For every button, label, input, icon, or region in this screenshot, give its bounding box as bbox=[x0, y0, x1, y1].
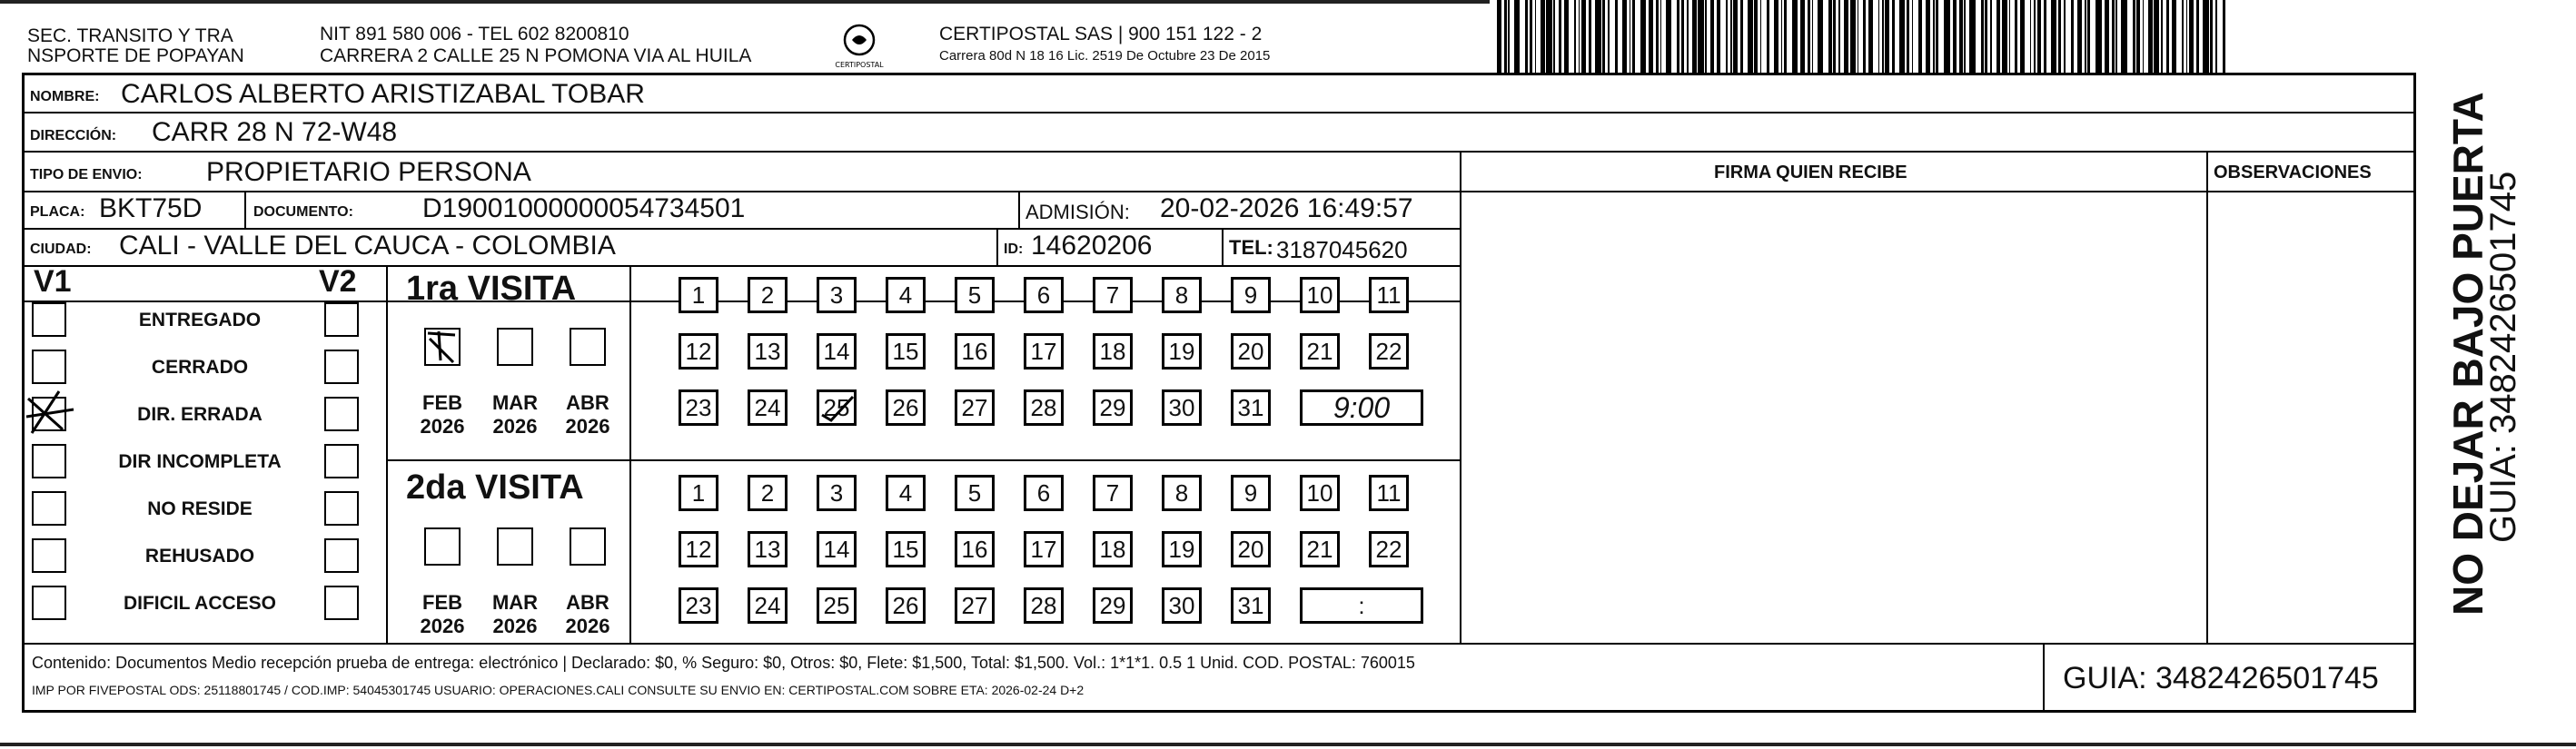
barcode-bar bbox=[1630, 0, 1631, 73]
barcode-bar bbox=[1885, 0, 1889, 73]
placa-value: BKT75D bbox=[99, 193, 203, 223]
second-visit-day-31[interactable]: 31 bbox=[1231, 587, 1271, 624]
first-visit-day-12[interactable]: 12 bbox=[679, 333, 718, 370]
nit-line: NIT 891 580 006 - TEL 602 8200810 bbox=[320, 24, 629, 44]
barcode-bar bbox=[1595, 0, 1600, 73]
v1-checkbox[interactable] bbox=[32, 444, 66, 478]
barcode-bar bbox=[2189, 0, 2194, 73]
v2-label: V2 bbox=[319, 264, 357, 299]
barcode-bar bbox=[1781, 0, 1783, 73]
barcode-bar bbox=[1589, 0, 1591, 73]
barcode-bar bbox=[2015, 0, 2017, 73]
month-label: ABR bbox=[566, 391, 609, 414]
barcode-bar bbox=[1812, 0, 1814, 73]
barcode-bar bbox=[1760, 0, 1762, 73]
barcode-bar bbox=[1546, 0, 1551, 73]
barcode-bar bbox=[1710, 0, 1713, 73]
observaciones-label: OBSERVACIONES bbox=[2214, 163, 2372, 182]
certipostal-logo bbox=[834, 20, 885, 71]
barcode-bar bbox=[1863, 0, 1866, 73]
sender-line-2: NSPORTE DE POPAYAN bbox=[27, 45, 244, 66]
first-visit-day-2[interactable]: 2 bbox=[748, 277, 788, 313]
second-visit-day-29[interactable]: 29 bbox=[1093, 587, 1133, 624]
barcode-bar bbox=[2095, 0, 2101, 73]
barcode-bar bbox=[1640, 0, 1646, 73]
second-visit-month-box[interactable] bbox=[497, 527, 533, 566]
barcode-bar bbox=[1508, 0, 1510, 73]
barcode-bar bbox=[1828, 0, 1831, 73]
barcode-bar bbox=[1656, 0, 1659, 73]
barcode-bar bbox=[1579, 0, 1580, 73]
barcode-bar bbox=[1844, 0, 1848, 73]
barcode-bar bbox=[1964, 0, 1966, 73]
barcode-bar bbox=[1615, 0, 1618, 73]
barcode-bar bbox=[2051, 0, 2056, 73]
year-label: 2026 bbox=[420, 615, 465, 637]
first-visit-day-25[interactable]: 25 bbox=[817, 389, 857, 426]
barcode-bar bbox=[1687, 0, 1689, 73]
second-visit-day-7[interactable]: 7 bbox=[1093, 475, 1133, 511]
direccion-label: DIRECCIÓN: bbox=[30, 128, 117, 143]
barcode-bar bbox=[1564, 0, 1569, 73]
second-visit-day-13[interactable]: 13 bbox=[748, 531, 788, 567]
option-label: CERRADO bbox=[151, 357, 249, 378]
barcode-bar bbox=[2186, 0, 2188, 73]
id-value: 14620206 bbox=[1031, 231, 1153, 261]
second-visit-day-10[interactable]: 10 bbox=[1300, 475, 1340, 511]
year-label: 2026 bbox=[492, 615, 538, 637]
barcode-bar bbox=[2121, 0, 2126, 73]
footer-imp: IMP POR FIVEPOSTAL ODS: 25118801745 / COD.IMP: 54045301745 USUARIO: OPERACIONES.CALI CONSULTE SU ENVIO EN: CERTIPOSTAL.COM SOBRE ETA: 2026-02-24 D+2 bbox=[32, 683, 1085, 697]
first-visit-day-23[interactable]: 23 bbox=[679, 389, 718, 426]
barcode-bar bbox=[1748, 0, 1753, 73]
barcode-bar bbox=[1535, 0, 1537, 73]
admision-value: 20-02-2026 16:49:57 bbox=[1160, 193, 1413, 223]
first-visit-title: 1ra VISITA bbox=[406, 270, 577, 308]
first-visit-day-5[interactable]: 5 bbox=[955, 277, 995, 313]
ciudad-label: CIUDAD: bbox=[30, 241, 92, 257]
barcode-bar bbox=[1936, 0, 1938, 73]
month-label: MAR bbox=[491, 391, 539, 414]
barcode-bar bbox=[2105, 0, 2109, 73]
barcode-bar bbox=[2154, 0, 2159, 73]
placa-label: PLACA: bbox=[30, 204, 85, 220]
second-visit-day-21[interactable]: 21 bbox=[1300, 531, 1340, 567]
first-visit-day-30[interactable]: 30 bbox=[1162, 389, 1202, 426]
barcode-bar bbox=[1681, 0, 1684, 73]
barcode-bar bbox=[1767, 0, 1769, 73]
barcode-bar bbox=[1717, 0, 1721, 73]
option-label: DIFICIL ACCESO bbox=[123, 593, 276, 614]
first-visit-day-14[interactable]: 14 bbox=[817, 333, 857, 370]
barcode-bar bbox=[2115, 0, 2117, 73]
second-visit-day-30[interactable]: 30 bbox=[1162, 587, 1202, 624]
barcode-bar bbox=[2077, 0, 2082, 73]
barcode-bar bbox=[1705, 0, 1707, 73]
v1-checkbox[interactable] bbox=[32, 397, 66, 431]
barcode-bar bbox=[2143, 0, 2145, 73]
barcode-bar bbox=[1774, 0, 1778, 73]
first-visit-day-19[interactable]: 19 bbox=[1162, 333, 1202, 370]
barcode-bar bbox=[1944, 0, 1949, 73]
check-mark-icon bbox=[817, 389, 857, 426]
second-visit-day-28[interactable]: 28 bbox=[1024, 587, 1064, 624]
second-visit-day-26[interactable]: 26 bbox=[886, 587, 926, 624]
month-label: MAR bbox=[491, 591, 539, 614]
second-visit-day-20[interactable]: 20 bbox=[1231, 531, 1271, 567]
barcode-bar bbox=[2020, 0, 2025, 73]
barcode-bar bbox=[2166, 0, 2169, 73]
company-name: CERTIPOSTAL SAS | 900 151 122 - 2 bbox=[939, 24, 1263, 44]
first-visit-day-6[interactable]: 6 bbox=[1024, 277, 1064, 313]
delivery-form bbox=[22, 73, 2416, 713]
barcode-bar bbox=[2064, 0, 2066, 73]
nombre-label: NOMBRE: bbox=[30, 89, 100, 104]
first-visit-day-27[interactable]: 27 bbox=[955, 389, 995, 426]
v1-checkbox[interactable] bbox=[32, 538, 66, 573]
check-mark-icon bbox=[23, 386, 77, 440]
barcode-bar bbox=[2002, 0, 2007, 73]
option-label: DIR. ERRADA bbox=[137, 404, 263, 425]
option-label: ENTREGADO bbox=[138, 310, 262, 330]
barcode-bar bbox=[1574, 0, 1576, 73]
year-label: 2026 bbox=[492, 415, 538, 438]
scan-edge-line bbox=[0, 743, 2576, 746]
first-visit-day-10[interactable]: 10 bbox=[1300, 277, 1340, 313]
barcode-bar bbox=[1899, 0, 1905, 73]
barcode-bar bbox=[1530, 0, 1532, 73]
guia-box: GUIA: 3482426501745 bbox=[2063, 661, 2379, 695]
barcode-bar bbox=[1800, 0, 1805, 73]
second-visit-day-1[interactable]: 1 bbox=[679, 475, 718, 511]
month-label: FEB bbox=[422, 391, 462, 414]
second-visit-day-11[interactable]: 11 bbox=[1369, 475, 1409, 511]
barcode bbox=[1497, 0, 2234, 73]
barcode-bar bbox=[2203, 0, 2208, 73]
direccion-value: CARR 28 N 72-W48 bbox=[152, 117, 398, 147]
barcode-bar bbox=[2085, 0, 2086, 73]
barcode-bar bbox=[1553, 0, 1555, 73]
barcode-bar bbox=[2148, 0, 2153, 73]
option-label: DIR INCOMPLETA bbox=[118, 451, 282, 472]
barcode-bar bbox=[1733, 0, 1738, 73]
barcode-bar bbox=[1698, 0, 1703, 73]
first-visit-month-box[interactable] bbox=[424, 328, 461, 366]
v2-checkbox[interactable] bbox=[324, 302, 359, 337]
barcode-bar bbox=[1959, 0, 1962, 73]
first-visit-time-box[interactable]: 9:00 bbox=[1300, 389, 1423, 426]
barcode-bar bbox=[2223, 0, 2225, 73]
v1-checkbox[interactable] bbox=[32, 350, 66, 384]
first-visit-day-7[interactable]: 7 bbox=[1093, 277, 1133, 313]
first-visit-day-24[interactable]: 24 bbox=[748, 389, 788, 426]
barcode-bar bbox=[1882, 0, 1884, 73]
first-visit-day-16[interactable]: 16 bbox=[955, 333, 995, 370]
barcode-bar bbox=[1784, 0, 1787, 73]
barcode-bar bbox=[1868, 0, 1873, 73]
tipo-value: PROPIETARIO PERSONA bbox=[206, 157, 531, 187]
nombre-value: CARLOS ALBERTO ARISTIZABAL TOBAR bbox=[121, 79, 645, 109]
second-visit-day-27[interactable]: 27 bbox=[955, 587, 995, 624]
first-visit-month-box[interactable] bbox=[497, 328, 533, 366]
barcode-bar bbox=[1525, 0, 1528, 73]
barcode-bar bbox=[2133, 0, 2135, 73]
barcode-bar bbox=[1649, 0, 1653, 73]
first-visit-day-31[interactable]: 31 bbox=[1231, 389, 1271, 426]
year-label: 2026 bbox=[420, 415, 465, 438]
month-year-label bbox=[551, 591, 624, 638]
second-visit-day-12[interactable]: 12 bbox=[679, 531, 718, 567]
barcode-bar bbox=[1990, 0, 1992, 73]
sender-line-1: SEC. TRANSITO Y TRA bbox=[27, 25, 233, 46]
first-visit-day-1[interactable]: 1 bbox=[679, 277, 718, 313]
first-visit-day-3[interactable]: 3 bbox=[817, 277, 857, 313]
barcode-bar bbox=[1838, 0, 1840, 73]
barcode-bar bbox=[1666, 0, 1671, 73]
second-visit-day-24[interactable]: 24 bbox=[748, 587, 788, 624]
first-visit-day-20[interactable]: 20 bbox=[1231, 333, 1271, 370]
barcode-bar bbox=[2112, 0, 2115, 73]
barcode-bar bbox=[1933, 0, 1935, 73]
second-visit-day-17[interactable]: 17 bbox=[1024, 531, 1064, 567]
second-visit-day-14[interactable]: 14 bbox=[817, 531, 857, 567]
first-visit-day-8[interactable]: 8 bbox=[1162, 277, 1202, 313]
svg-text:CERTIPOSTAL: CERTIPOSTAL bbox=[835, 61, 884, 69]
barcode-bar bbox=[1912, 0, 1914, 73]
month-year-label bbox=[479, 591, 551, 638]
barcode-bar bbox=[2087, 0, 2090, 73]
barcode-bar bbox=[1981, 0, 1984, 73]
v2-checkbox[interactable] bbox=[324, 538, 359, 573]
second-visit-month-box[interactable] bbox=[424, 527, 461, 566]
first-visit-day-28[interactable]: 28 bbox=[1024, 389, 1064, 426]
side-guia: GUIA: 3482426501745 bbox=[2483, 171, 2523, 543]
barcode-bar bbox=[1892, 0, 1895, 73]
barcode-bar bbox=[2058, 0, 2061, 73]
barcode-bar bbox=[1754, 0, 1757, 73]
scan-top-line bbox=[0, 0, 1490, 4]
barcode-bar bbox=[1504, 0, 1507, 73]
barcode-bar bbox=[1818, 0, 1823, 73]
no-dejar-bajo-puerta: NO DEJAR BAJO PUERTA bbox=[2444, 92, 2492, 616]
second-visit-day-23[interactable]: 23 bbox=[679, 587, 718, 624]
barcode-bar bbox=[2009, 0, 2011, 73]
barcode-bar bbox=[1622, 0, 1627, 73]
barcode-bar bbox=[2071, 0, 2074, 73]
second-visit-day-18[interactable]: 18 bbox=[1093, 531, 1133, 567]
v2-checkbox[interactable] bbox=[324, 586, 359, 620]
second-visit-time-box[interactable]: : bbox=[1300, 587, 1423, 624]
year-label: 2026 bbox=[565, 415, 610, 438]
v2-checkbox[interactable] bbox=[324, 397, 359, 431]
barcode-bar bbox=[1602, 0, 1605, 73]
barcode-bar bbox=[1660, 0, 1662, 73]
second-visit-month-box[interactable] bbox=[570, 527, 606, 566]
address-line: CARRERA 2 CALLE 25 N POMONA VIA AL HUILA bbox=[320, 45, 752, 66]
v2-checkbox[interactable] bbox=[324, 444, 359, 478]
first-visit-day-21[interactable]: 21 bbox=[1300, 333, 1340, 370]
second-visit-day-19[interactable]: 19 bbox=[1162, 531, 1202, 567]
option-label: REHUSADO bbox=[144, 546, 255, 567]
tel-value: 3187045620 bbox=[1276, 236, 1408, 263]
barcode-bar bbox=[2136, 0, 2139, 73]
barcode-bar bbox=[1632, 0, 1635, 73]
v1-checkbox[interactable] bbox=[32, 302, 66, 337]
second-visit-day-8[interactable]: 8 bbox=[1162, 475, 1202, 511]
barcode-bar bbox=[1514, 0, 1520, 73]
documento-value: D19001000000054734501 bbox=[422, 193, 746, 223]
tipo-label: TIPO DE ENVIO: bbox=[30, 167, 143, 182]
documento-label: DOCUMENTO: bbox=[253, 204, 353, 220]
first-visit-day-4[interactable]: 4 bbox=[886, 277, 926, 313]
barcode-bar bbox=[1740, 0, 1743, 73]
tel-label: TEL: bbox=[1229, 236, 1273, 259]
first-visit-day-11[interactable]: 11 bbox=[1369, 277, 1409, 313]
footer-contenido: Contenido: Documentos Medio recepción prueba de entrega: electrónico | Declarado: $0, % Seguro: $0, Otros: $0, Flete: $1,500, Total: $1,500. Vol.: 1*1*1. 0.5 1 Unid. COD. POSTAL: 760015 bbox=[32, 654, 1415, 672]
barcode-bar bbox=[1878, 0, 1880, 73]
barcode-bar bbox=[1497, 0, 1501, 73]
barcode-bar bbox=[1541, 0, 1545, 73]
v2-checkbox[interactable] bbox=[324, 491, 359, 526]
barcode-bar bbox=[1808, 0, 1810, 73]
month-year-label bbox=[479, 391, 551, 439]
barcode-bar bbox=[1985, 0, 1987, 73]
year-label: 2026 bbox=[565, 615, 610, 637]
month-year-label bbox=[406, 591, 479, 638]
second-visit-day-22[interactable]: 22 bbox=[1369, 531, 1409, 567]
barcode-bar bbox=[1907, 0, 1909, 73]
first-visit-day-26[interactable]: 26 bbox=[886, 389, 926, 426]
barcode-bar bbox=[2037, 0, 2042, 73]
barcode-bar bbox=[1692, 0, 1697, 73]
first-visit-day-9[interactable]: 9 bbox=[1231, 277, 1271, 313]
barcode-bar bbox=[1926, 0, 1930, 73]
barcode-bar bbox=[1581, 0, 1586, 73]
barcode-bar bbox=[1726, 0, 1728, 73]
second-visit-day-6[interactable]: 6 bbox=[1024, 475, 1064, 511]
first-visit-day-22[interactable]: 22 bbox=[1369, 333, 1409, 370]
second-visit-title: 2da VISITA bbox=[406, 468, 584, 507]
barcode-bar bbox=[2161, 0, 2163, 73]
v1-checkbox[interactable] bbox=[32, 491, 66, 526]
barcode-bar bbox=[1677, 0, 1679, 73]
second-visit-day-2[interactable]: 2 bbox=[748, 475, 788, 511]
barcode-bar bbox=[1858, 0, 1859, 73]
first-visit-day-18[interactable]: 18 bbox=[1093, 333, 1133, 370]
v2-checkbox[interactable] bbox=[324, 350, 359, 384]
barcode-bar bbox=[2172, 0, 2176, 73]
admision-label: ADMISIÓN: bbox=[1025, 201, 1130, 223]
barcode-bar bbox=[1969, 0, 1975, 73]
first-visit-day-13[interactable]: 13 bbox=[748, 333, 788, 370]
barcode-bar bbox=[1953, 0, 1957, 73]
barcode-bar bbox=[2215, 0, 2217, 73]
month-year-label bbox=[406, 391, 479, 439]
check-mark-icon bbox=[424, 328, 461, 366]
month-label: FEB bbox=[422, 591, 462, 614]
barcode-bar bbox=[2030, 0, 2032, 73]
barcode-bar bbox=[1918, 0, 1921, 73]
first-visit-day-15[interactable]: 15 bbox=[886, 333, 926, 370]
month-year-label bbox=[551, 391, 624, 439]
v1-checkbox[interactable] bbox=[32, 586, 66, 620]
second-visit-day-15[interactable]: 15 bbox=[886, 531, 926, 567]
barcode-bar bbox=[2034, 0, 2036, 73]
second-visit-day-3[interactable]: 3 bbox=[817, 475, 857, 511]
second-visit-day-9[interactable]: 9 bbox=[1231, 475, 1271, 511]
barcode-bar bbox=[1833, 0, 1836, 73]
first-visit-month-box[interactable] bbox=[570, 328, 606, 366]
first-visit-day-17[interactable]: 17 bbox=[1024, 333, 1064, 370]
barcode-bar bbox=[1792, 0, 1798, 73]
ciudad-value: CALI - VALLE DEL CAUCA - COLOMBIA bbox=[119, 231, 616, 261]
barcode-bar bbox=[1850, 0, 1856, 73]
company-address: Carrera 80d N 18 16 Lic. 2519 De Octubre 23 De 2015 bbox=[939, 48, 1271, 64]
barcode-bar bbox=[2196, 0, 2199, 73]
barcode-bar bbox=[1730, 0, 1732, 73]
second-visit-day-25[interactable]: 25 bbox=[817, 587, 857, 624]
firma-label: FIRMA QUIEN RECIBE bbox=[1714, 163, 1907, 182]
id-label: ID: bbox=[1004, 241, 1024, 257]
first-visit-day-29[interactable]: 29 bbox=[1093, 389, 1133, 426]
barcode-bar bbox=[1608, 0, 1610, 73]
option-label: NO RESIDE bbox=[147, 498, 253, 519]
barcode-bar bbox=[2182, 0, 2184, 73]
month-label: ABR bbox=[566, 591, 609, 614]
v1-label: V1 bbox=[34, 264, 72, 299]
second-visit-day-5[interactable]: 5 bbox=[955, 475, 995, 511]
barcode-bar bbox=[2210, 0, 2213, 73]
second-visit-day-16[interactable]: 16 bbox=[955, 531, 995, 567]
second-visit-day-4[interactable]: 4 bbox=[886, 475, 926, 511]
barcode-bar bbox=[1559, 0, 1561, 73]
barcode-bar bbox=[1996, 0, 2001, 73]
barcode-bar bbox=[2044, 0, 2046, 73]
